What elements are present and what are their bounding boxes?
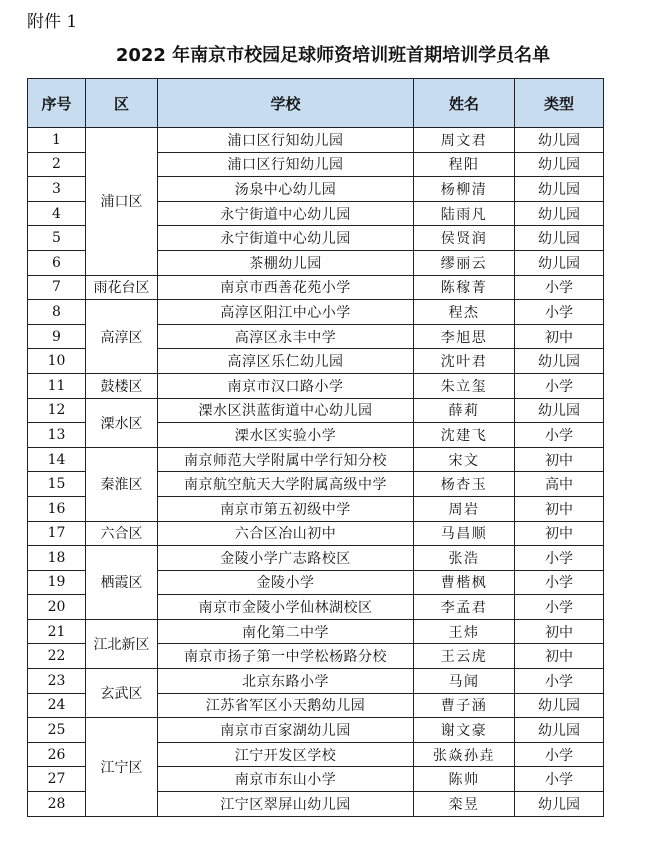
row-number: 13 <box>28 423 86 448</box>
row-number: 28 <box>28 792 86 817</box>
name-cell: 李旭思 <box>414 324 515 349</box>
type-cell: 幼儿园 <box>515 226 604 251</box>
column-header-school: 学校 <box>158 79 414 128</box>
school-cell: 永宁街道中心幼儿园 <box>158 201 414 226</box>
type-cell: 幼儿园 <box>515 398 604 423</box>
type-cell: 幼儿园 <box>515 177 604 202</box>
name-cell: 马闻 <box>414 669 515 694</box>
type-cell: 幼儿园 <box>515 250 604 275</box>
type-cell: 小学 <box>515 595 604 620</box>
school-cell: 南京师范大学附属中学行知分校 <box>158 447 414 472</box>
school-cell: 江苏省军区小天鹅幼儿园 <box>158 693 414 718</box>
name-cell: 朱立玺 <box>414 373 515 398</box>
region-cell: 溧水区 <box>86 398 158 447</box>
type-cell: 初中 <box>515 521 604 546</box>
school-cell: 南京市汉口路小学 <box>158 373 414 398</box>
document-title: 2022 年南京市校园足球师资培训班首期培训学员名单 <box>115 45 551 66</box>
table-row <box>28 521 604 546</box>
type-cell: 小学 <box>515 275 604 300</box>
region-cell: 鼓楼区 <box>86 373 158 398</box>
school-cell: 茶棚幼儿园 <box>158 250 414 275</box>
name-cell: 李孟君 <box>414 595 515 620</box>
row-number: 9 <box>28 324 86 349</box>
region-cell: 浦口区 <box>86 128 158 276</box>
row-number: 2 <box>28 152 86 177</box>
table-row <box>28 373 604 398</box>
table-row <box>28 300 604 325</box>
name-cell: 沈建飞 <box>414 423 515 448</box>
region-cell: 江宁区 <box>86 718 158 816</box>
type-cell: 初中 <box>515 619 604 644</box>
type-cell: 幼儿园 <box>515 201 604 226</box>
table-row <box>28 546 604 571</box>
type-cell: 小学 <box>515 669 604 694</box>
column-header-type: 类型 <box>515 79 604 128</box>
row-number: 15 <box>28 472 86 497</box>
name-cell: 张浩 <box>414 546 515 571</box>
region-cell: 江北新区 <box>86 619 158 668</box>
row-number: 8 <box>28 300 86 325</box>
table-header-row <box>28 79 604 128</box>
school-cell: 江宁开发区学校 <box>158 742 414 767</box>
region-cell: 高淳区 <box>86 300 158 374</box>
school-cell: 浦口区行知幼儿园 <box>158 152 414 177</box>
row-number: 19 <box>28 570 86 595</box>
name-cell: 杨柳清 <box>414 177 515 202</box>
type-cell: 小学 <box>515 742 604 767</box>
attachment-label: 附件 1 <box>27 12 78 32</box>
type-cell: 高中 <box>515 472 604 497</box>
row-number: 1 <box>28 128 86 153</box>
name-cell: 周文君 <box>414 128 515 153</box>
type-cell: 小学 <box>515 300 604 325</box>
row-number: 12 <box>28 398 86 423</box>
row-number: 27 <box>28 767 86 792</box>
school-cell: 六合区冶山初中 <box>158 521 414 546</box>
type-cell: 小学 <box>515 767 604 792</box>
row-number: 11 <box>28 373 86 398</box>
type-cell: 幼儿园 <box>515 792 604 817</box>
row-number: 5 <box>28 226 86 251</box>
row-number: 18 <box>28 546 86 571</box>
row-number: 24 <box>28 693 86 718</box>
type-cell: 幼儿园 <box>515 152 604 177</box>
school-cell: 南京市金陵小学仙林湖校区 <box>158 595 414 620</box>
table-row <box>28 398 604 423</box>
school-cell: 高淳区永丰中学 <box>158 324 414 349</box>
row-number: 4 <box>28 201 86 226</box>
trainee-table <box>27 78 604 817</box>
name-cell: 张焱孙垚 <box>414 742 515 767</box>
school-cell: 溧水区洪蓝街道中心幼儿园 <box>158 398 414 423</box>
row-number: 21 <box>28 619 86 644</box>
type-cell: 小学 <box>515 373 604 398</box>
row-number: 3 <box>28 177 86 202</box>
school-cell: 金陵小学 <box>158 570 414 595</box>
table-row <box>28 669 604 694</box>
name-cell: 陈帅 <box>414 767 515 792</box>
name-cell: 陈稼菁 <box>414 275 515 300</box>
row-number: 23 <box>28 669 86 694</box>
name-cell: 侯贤润 <box>414 226 515 251</box>
region-cell: 栖霞区 <box>86 546 158 620</box>
name-cell: 程阳 <box>414 152 515 177</box>
type-cell: 初中 <box>515 644 604 669</box>
name-cell: 宋文 <box>414 447 515 472</box>
row-number: 20 <box>28 595 86 620</box>
name-cell: 谢文豪 <box>414 718 515 743</box>
school-cell: 南京市百家湖幼儿园 <box>158 718 414 743</box>
table-row <box>28 447 604 472</box>
column-header-name: 姓名 <box>414 79 515 128</box>
school-cell: 高淳区乐仁幼儿园 <box>158 349 414 374</box>
school-cell: 南京市扬子第一中学松杨路分校 <box>158 644 414 669</box>
row-number: 26 <box>28 742 86 767</box>
school-cell: 永宁街道中心幼儿园 <box>158 226 414 251</box>
row-number: 10 <box>28 349 86 374</box>
region-cell: 玄武区 <box>86 669 158 718</box>
row-number: 14 <box>28 447 86 472</box>
row-number: 16 <box>28 496 86 521</box>
name-cell: 沈叶君 <box>414 349 515 374</box>
name-cell: 陆雨凡 <box>414 201 515 226</box>
name-cell: 程杰 <box>414 300 515 325</box>
type-cell: 小学 <box>515 423 604 448</box>
school-cell: 南京市西善花苑小学 <box>158 275 414 300</box>
name-cell: 马昌顺 <box>414 521 515 546</box>
school-cell: 南京市第五初级中学 <box>158 496 414 521</box>
name-cell: 曹子涵 <box>414 693 515 718</box>
type-cell: 小学 <box>515 570 604 595</box>
column-header-region: 区 <box>86 79 158 128</box>
row-number: 22 <box>28 644 86 669</box>
type-cell: 初中 <box>515 447 604 472</box>
school-cell: 南化第二中学 <box>158 619 414 644</box>
row-number: 17 <box>28 521 86 546</box>
school-cell: 浦口区行知幼儿园 <box>158 128 414 153</box>
name-cell: 王云虎 <box>414 644 515 669</box>
type-cell: 幼儿园 <box>515 718 604 743</box>
name-cell: 曹楷枫 <box>414 570 515 595</box>
school-cell: 江宁区翠屏山幼儿园 <box>158 792 414 817</box>
school-cell: 高淳区阳江中心小学 <box>158 300 414 325</box>
type-cell: 幼儿园 <box>515 128 604 153</box>
table-row <box>28 128 604 153</box>
table-row <box>28 619 604 644</box>
type-cell: 幼儿园 <box>515 349 604 374</box>
school-cell: 南京市东山小学 <box>158 767 414 792</box>
name-cell: 王炜 <box>414 619 515 644</box>
name-cell: 栾昱 <box>414 792 515 817</box>
name-cell: 周岩 <box>414 496 515 521</box>
row-number: 25 <box>28 718 86 743</box>
name-cell: 杨杏玉 <box>414 472 515 497</box>
type-cell: 小学 <box>515 546 604 571</box>
region-cell: 秦淮区 <box>86 447 158 521</box>
school-cell: 溧水区实验小学 <box>158 423 414 448</box>
region-cell: 雨花台区 <box>86 275 158 300</box>
region-cell: 六合区 <box>86 521 158 546</box>
name-cell: 薛莉 <box>414 398 515 423</box>
row-number: 6 <box>28 250 86 275</box>
school-cell: 汤泉中心幼儿园 <box>158 177 414 202</box>
name-cell: 缪丽云 <box>414 250 515 275</box>
school-cell: 南京航空航天大学附属高级中学 <box>158 472 414 497</box>
type-cell: 幼儿园 <box>515 693 604 718</box>
school-cell: 北京东路小学 <box>158 669 414 694</box>
type-cell: 初中 <box>515 324 604 349</box>
row-number: 7 <box>28 275 86 300</box>
school-cell: 金陵小学广志路校区 <box>158 546 414 571</box>
table-row <box>28 718 604 743</box>
table-row <box>28 275 604 300</box>
column-header-no: 序号 <box>28 79 86 128</box>
type-cell: 初中 <box>515 496 604 521</box>
